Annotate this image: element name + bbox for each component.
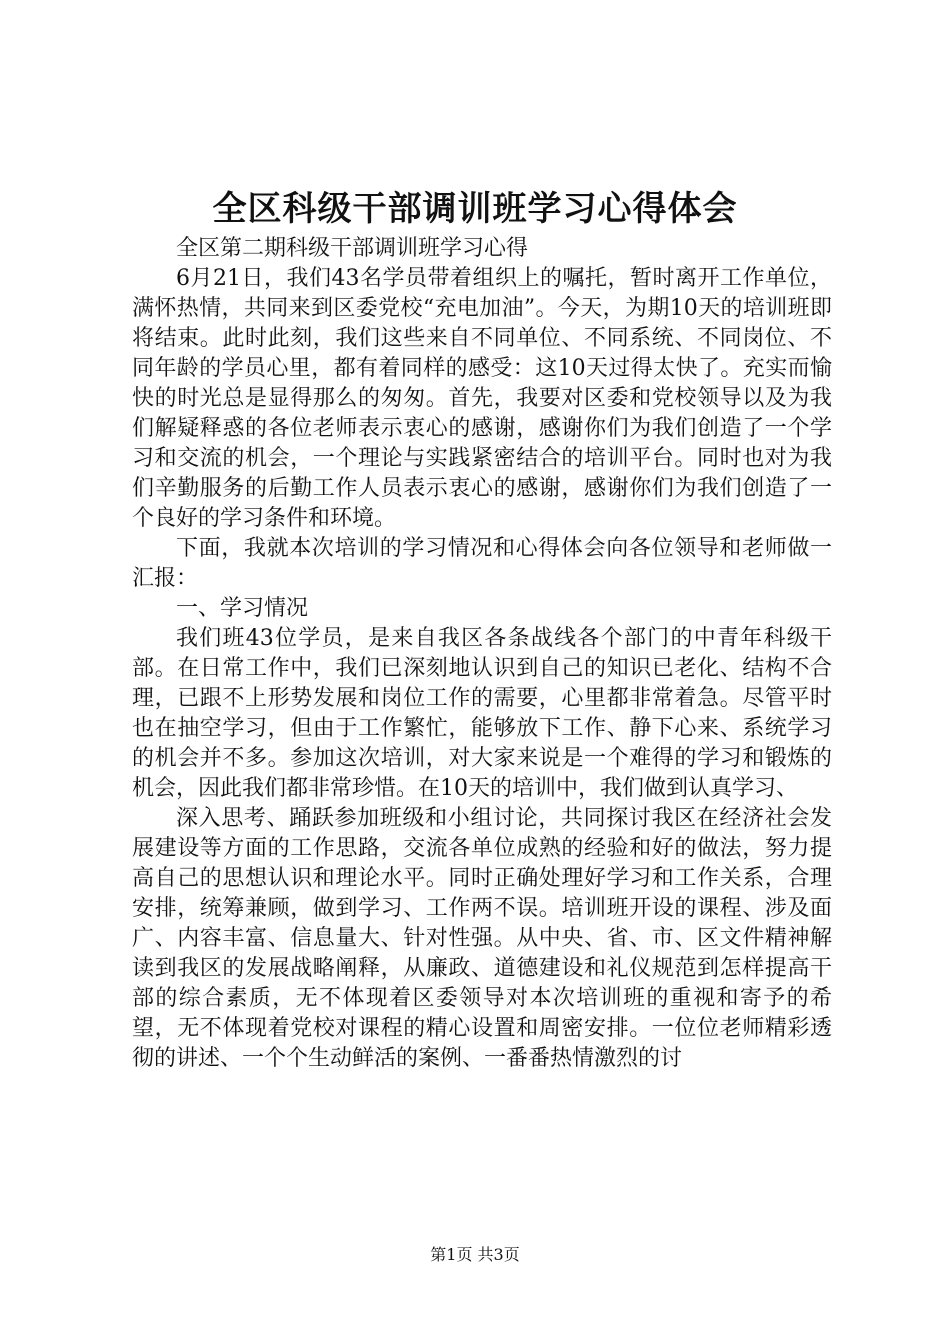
paragraph: 6月21日，我们43名学员带着组织上的嘱托，暂时离开工作单位，满怀热情，共同来到区委党校“充电加油”。今天，为期10天的培训班即将结束。此时此刻，我们这些来自不同单位、不同系统、不同岗位、不同年龄的学员心里，都有着同样的感受：这10天过得太快了。充实而愉快的时光总是显得那么的匆匆。首先，我要对区委和党校领导以及为我们解疑释惑的各位老师表示衷心的感谢，感谢你们为我们创造了一个学习和交流的机会，一个理论与实践紧密结合的培训平台。同时也对为我们辛勤服务的后勤工作人员表示衷心的感谢，感谢你们为我们创造了一个良好的学习条件和环境。 [132, 266, 832, 531]
document-body [132, 234, 832, 1074]
paragraph: 深入思考、踊跃参加班级和小组讨论，共同探讨我区在经济社会发展建设等方面的工作思路，交流各单位成熟的经验和好的做法，努力提高自己的思想认识和理论水平。同时正确处理好学习和工作关系，合理安排，统筹兼顾，做到学习、工作两不误。培训班开设的课程、涉及面广、内容丰富、信息量大、针对性强。从中央、省、市、区文件精神解读到我区的发展战略阐释，从廉政、道德建设和礼仪规范到怎样提高干部的综合素质，无不体现着区委领导对本次培训班的重视和寄予的希望，无不体现着党校对课程的精心设置和周密安排。一位位老师精彩透彻的讲述、一个个生动鲜活的案例、一番番热情激烈的讨 [132, 806, 832, 1071]
document-title: 全区科级干部调训班学习心得体会 [212, 189, 738, 229]
paragraph: 我们班43位学员，是来自我区各条战线各个部门的中青年科级干部。在日常工作中，我们已深刻地认识到自己的知识已老化、结构不合理，已跟不上形势发展和岗位工作的需要，心里都非常着急。尽管平时也在抽空学习，但由于工作繁忙，能够放下工作、静下心来、系统学习的机会并不多。参加这次培训，对大家来说是一个难得的学习和锻炼的机会，因此我们都非常珍惜。在10天的培训中，我们做到认真学习、 [132, 626, 832, 801]
page-footer: 第1页 共3页 [430, 1245, 520, 1264]
section-heading: 一、学习情况 [176, 596, 309, 621]
paragraph-subtitle: 全区第二期科级干部调训班学习心得 [176, 236, 529, 261]
paragraph: 下面，我就本次培训的学习情况和心得体会向各位领导和老师做一汇报： [132, 536, 832, 591]
